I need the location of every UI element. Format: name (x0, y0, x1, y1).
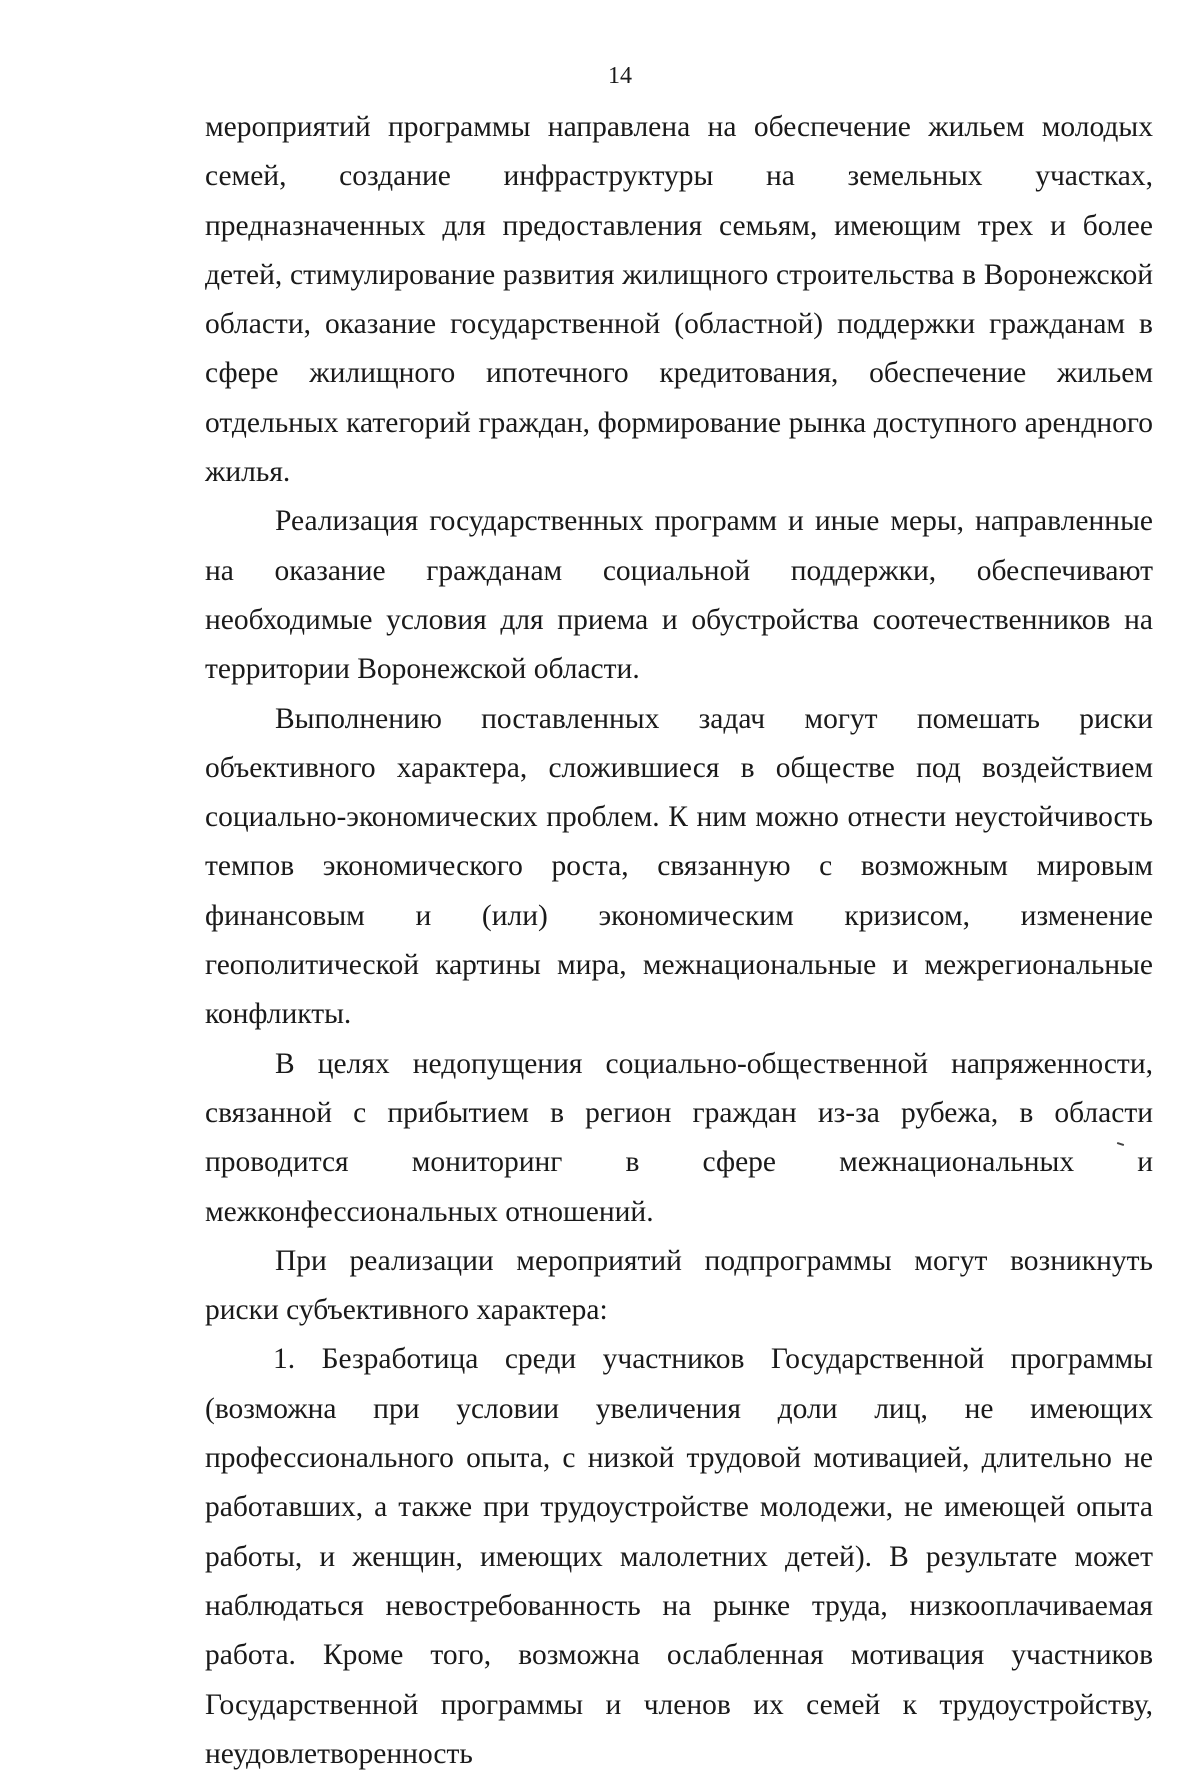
page-number: 14 (608, 63, 632, 89)
paragraph-unemployment-risk: 1. Безработица среди участников Государственной программы (возможна при условии увеличения доли лиц, не имеющих профессионального опыта, с низкой трудовой мотивацией, длительно не работавших, а также при трудоустройстве молодежи, не имеющей опыта работы, и женщин, имеющих малолетних детей). В результате может наблюдаться невостребованность на рынке труда, низкооплачиваемая работа. Кроме того, возможна ослабленная мотивация участников Государственной программы и членов их семей к трудоустройству, неудовлетворенность (205, 1343, 1153, 1770)
paragraph-subjective-risks-intro: При реализации мероприятий подпрограммы могут возникнуть риски субъективного характера: (205, 1244, 1153, 1327)
paragraph-monitoring: В целях недопущения социально-общественной напряженности, связанной с прибытием в регион граждан из-за рубежа, в области проводится мониторинг в сфере межнациональных и межконфессиональных отношений. (205, 1047, 1153, 1228)
document-body (205, 103, 1153, 1779)
paragraph-social-support: Реализация государственных программ и иные меры, направленные на оказание гражданам социальной поддержки, обеспечивают необходимые условия для приема и обустройства соотечественников на территории Воронежской области. (205, 505, 1153, 686)
paragraph-housing-measures: мероприятий программы направлена на обеспечение жильем молодых семей, создание инфраструктуры на земельных участках, предназначенных для предоставления семьям, имеющим трех и более детей, стимулирование развития жилищного строительства в Воронежской области, оказание государственной (областной) поддержки гражданам в сфере жилищного ипотечного кредитования, обеспечение жильем отдельных категорий граждан, формирование рынка доступного арендного жилья. (205, 111, 1153, 489)
paragraph-objective-risks: Выполнению поставленных задач могут помешать риски объективного характера, сложившиеся в обществе под воздействием социально-экономических проблем. К ним можно отнести неустойчивость темпов экономического роста, связанную с возможным мировым финансовым и (или) экономическим кризисом, изменение геополитической картины мира, межнациональные и межрегиональные конфликты. (205, 702, 1153, 1031)
